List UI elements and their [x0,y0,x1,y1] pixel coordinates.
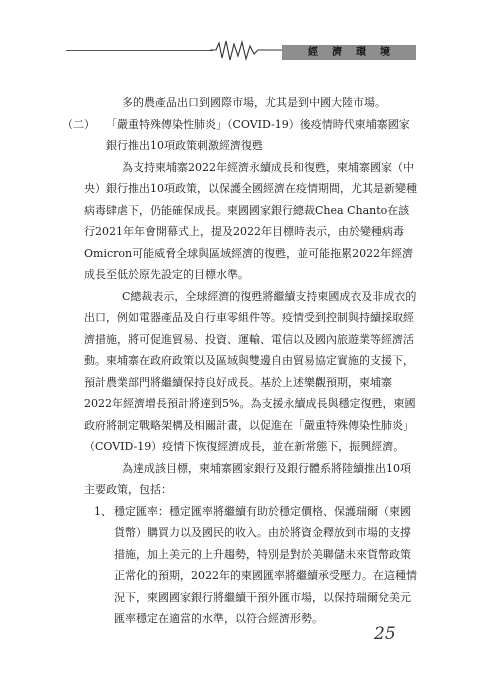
list-item-number: 1、 [94,504,112,518]
list-item [84,501,419,630]
section-heading [62,114,419,157]
list-item-text: 穩定匯率：穩定匯率將繼續有助於穩定價格、保護瑞爾（柬國貨幣）購買力以及國民的收入。由於將資金釋放到市場的支撐措施，加上美元的上升趨勢，特別是對於美聯儲未來貨幣政策正常化的預期，2022年的柬國匯率將繼續承受壓力。在這種情況下，柬國國家銀行將繼續干預外匯市場，以保持瑞爾兌美元匯率穩定在適當的水準，以符合經濟形勢。 [114,504,417,625]
paragraph-3: 為達成該目標，柬埔寨國家銀行及銀行體系將陸續推出10項主要政策，包括： [84,461,411,496]
page-body [62,92,419,630]
header-title: 經濟環境 [308,47,404,58]
paragraph-2: C總裁表示，全球經濟的復甦將繼續支持柬國成衣及非成衣的出口，例如電器產品及自行車零組件等。疫情受到控制與持續採取經濟措施，將可促進貿易、投資、運輸、電信以及國內旅遊業等經濟活動。柬埔寨在政府政策以及區域與雙邊自由貿易協定實施的支援下，預計農業部門將繼續保持良好成長。基於上述樂觀預期，柬埔寨2022年經濟增長預計將達到5%。為支援永續成長與穩定復甦，柬國政府將制定戰略架構及相關計畫，以促進在「嚴重特殊傳染性肺炎」（COVID-19）疫情下恢復經濟成長，並在新常態下，振興經濟。 [84,289,417,453]
header-rule [66,50,213,51]
continued-paragraph: 多的農產品出口到國際市場，尤其是到中國大陸市場。 [122,96,386,109]
heartbeat-line-icon [210,40,284,62]
section-number: （二） [62,117,95,131]
page-number: 25 [374,624,396,644]
section-title: 「嚴重特殊傳染性肺炎」（COVID-19）後疫情時代柬埔寨國家銀行推出10項政策刺激經濟復甦 [106,117,410,152]
page-header [0,0,480,70]
paragraph-1: 為支持柬埔寨2022年經濟永續成長和復甦，柬埔寨國家（中央）銀行推出10項政策，以保護全國經濟在疫情期間，尤其是新變種病毒肆虐下，仍能確保成長。柬國國家銀行總裁Chea Chanto在該行2021年年會開幕式上，提及2022年目標時表示，由於變種病毒Omicron可能威脅全球與區域經濟的復甦，並可能拖累2022年經濟成長至低於原先設定的目標水準。 [84,160,417,281]
